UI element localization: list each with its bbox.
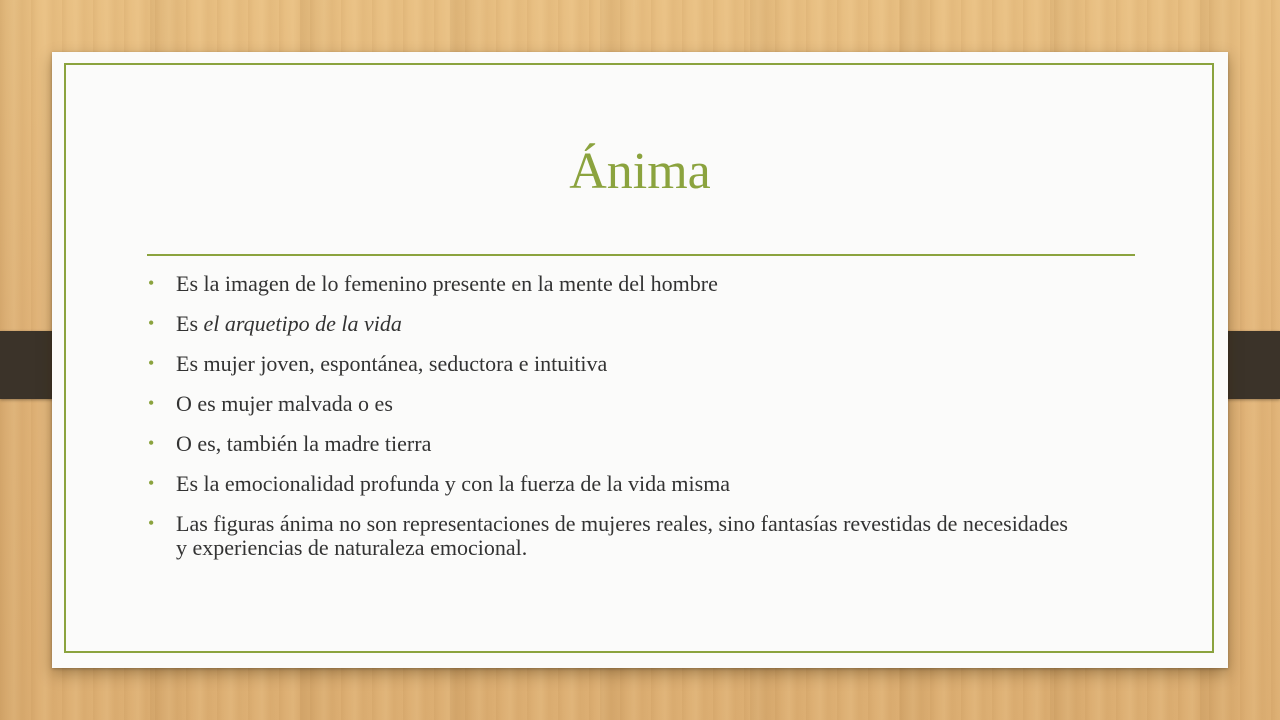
- bullet-icon: •: [148, 313, 155, 333]
- bullet-text: Es la imagen de lo femenino presente en la mente del hombre: [176, 271, 718, 296]
- bullet-icon: •: [148, 433, 155, 453]
- bullet-text: Es mujer joven, espontánea, seductora e intuitiva: [176, 351, 608, 376]
- bullet-icon: •: [148, 473, 155, 493]
- bullet-text: Es la emocionalidad profunda y con la fuerza de la vida misma: [176, 471, 731, 496]
- bullet-text: O es mujer malvada o es: [176, 391, 393, 416]
- bullet-icon: •: [148, 353, 155, 373]
- bullet-item: [148, 272, 1078, 296]
- bullet-item: [148, 512, 1078, 560]
- bullet-item: [148, 352, 1078, 376]
- bullet-icon: •: [148, 393, 155, 413]
- bullet-item: [148, 432, 1078, 456]
- title-divider: [147, 254, 1135, 256]
- bullet-text: Las figuras ánima no son representaciones de mujeres reales, sino fantasías revestidas de necesidades y experiencias de naturaleza emocional.: [176, 511, 1068, 560]
- slide-title: Ánima: [569, 143, 711, 200]
- bullet-icon: •: [148, 273, 155, 293]
- bullet-item: [148, 472, 1078, 496]
- bullet-text-italic: el arquetipo de la vida: [203, 311, 402, 336]
- bullet-list: [148, 272, 1078, 576]
- bullet-item: [148, 392, 1078, 416]
- bullet-text: Es: [176, 311, 204, 336]
- bullet-item: [148, 312, 1078, 336]
- bullet-icon: •: [148, 513, 155, 533]
- bullet-text: O es, también la madre tierra: [176, 431, 432, 456]
- slide: [52, 52, 1228, 668]
